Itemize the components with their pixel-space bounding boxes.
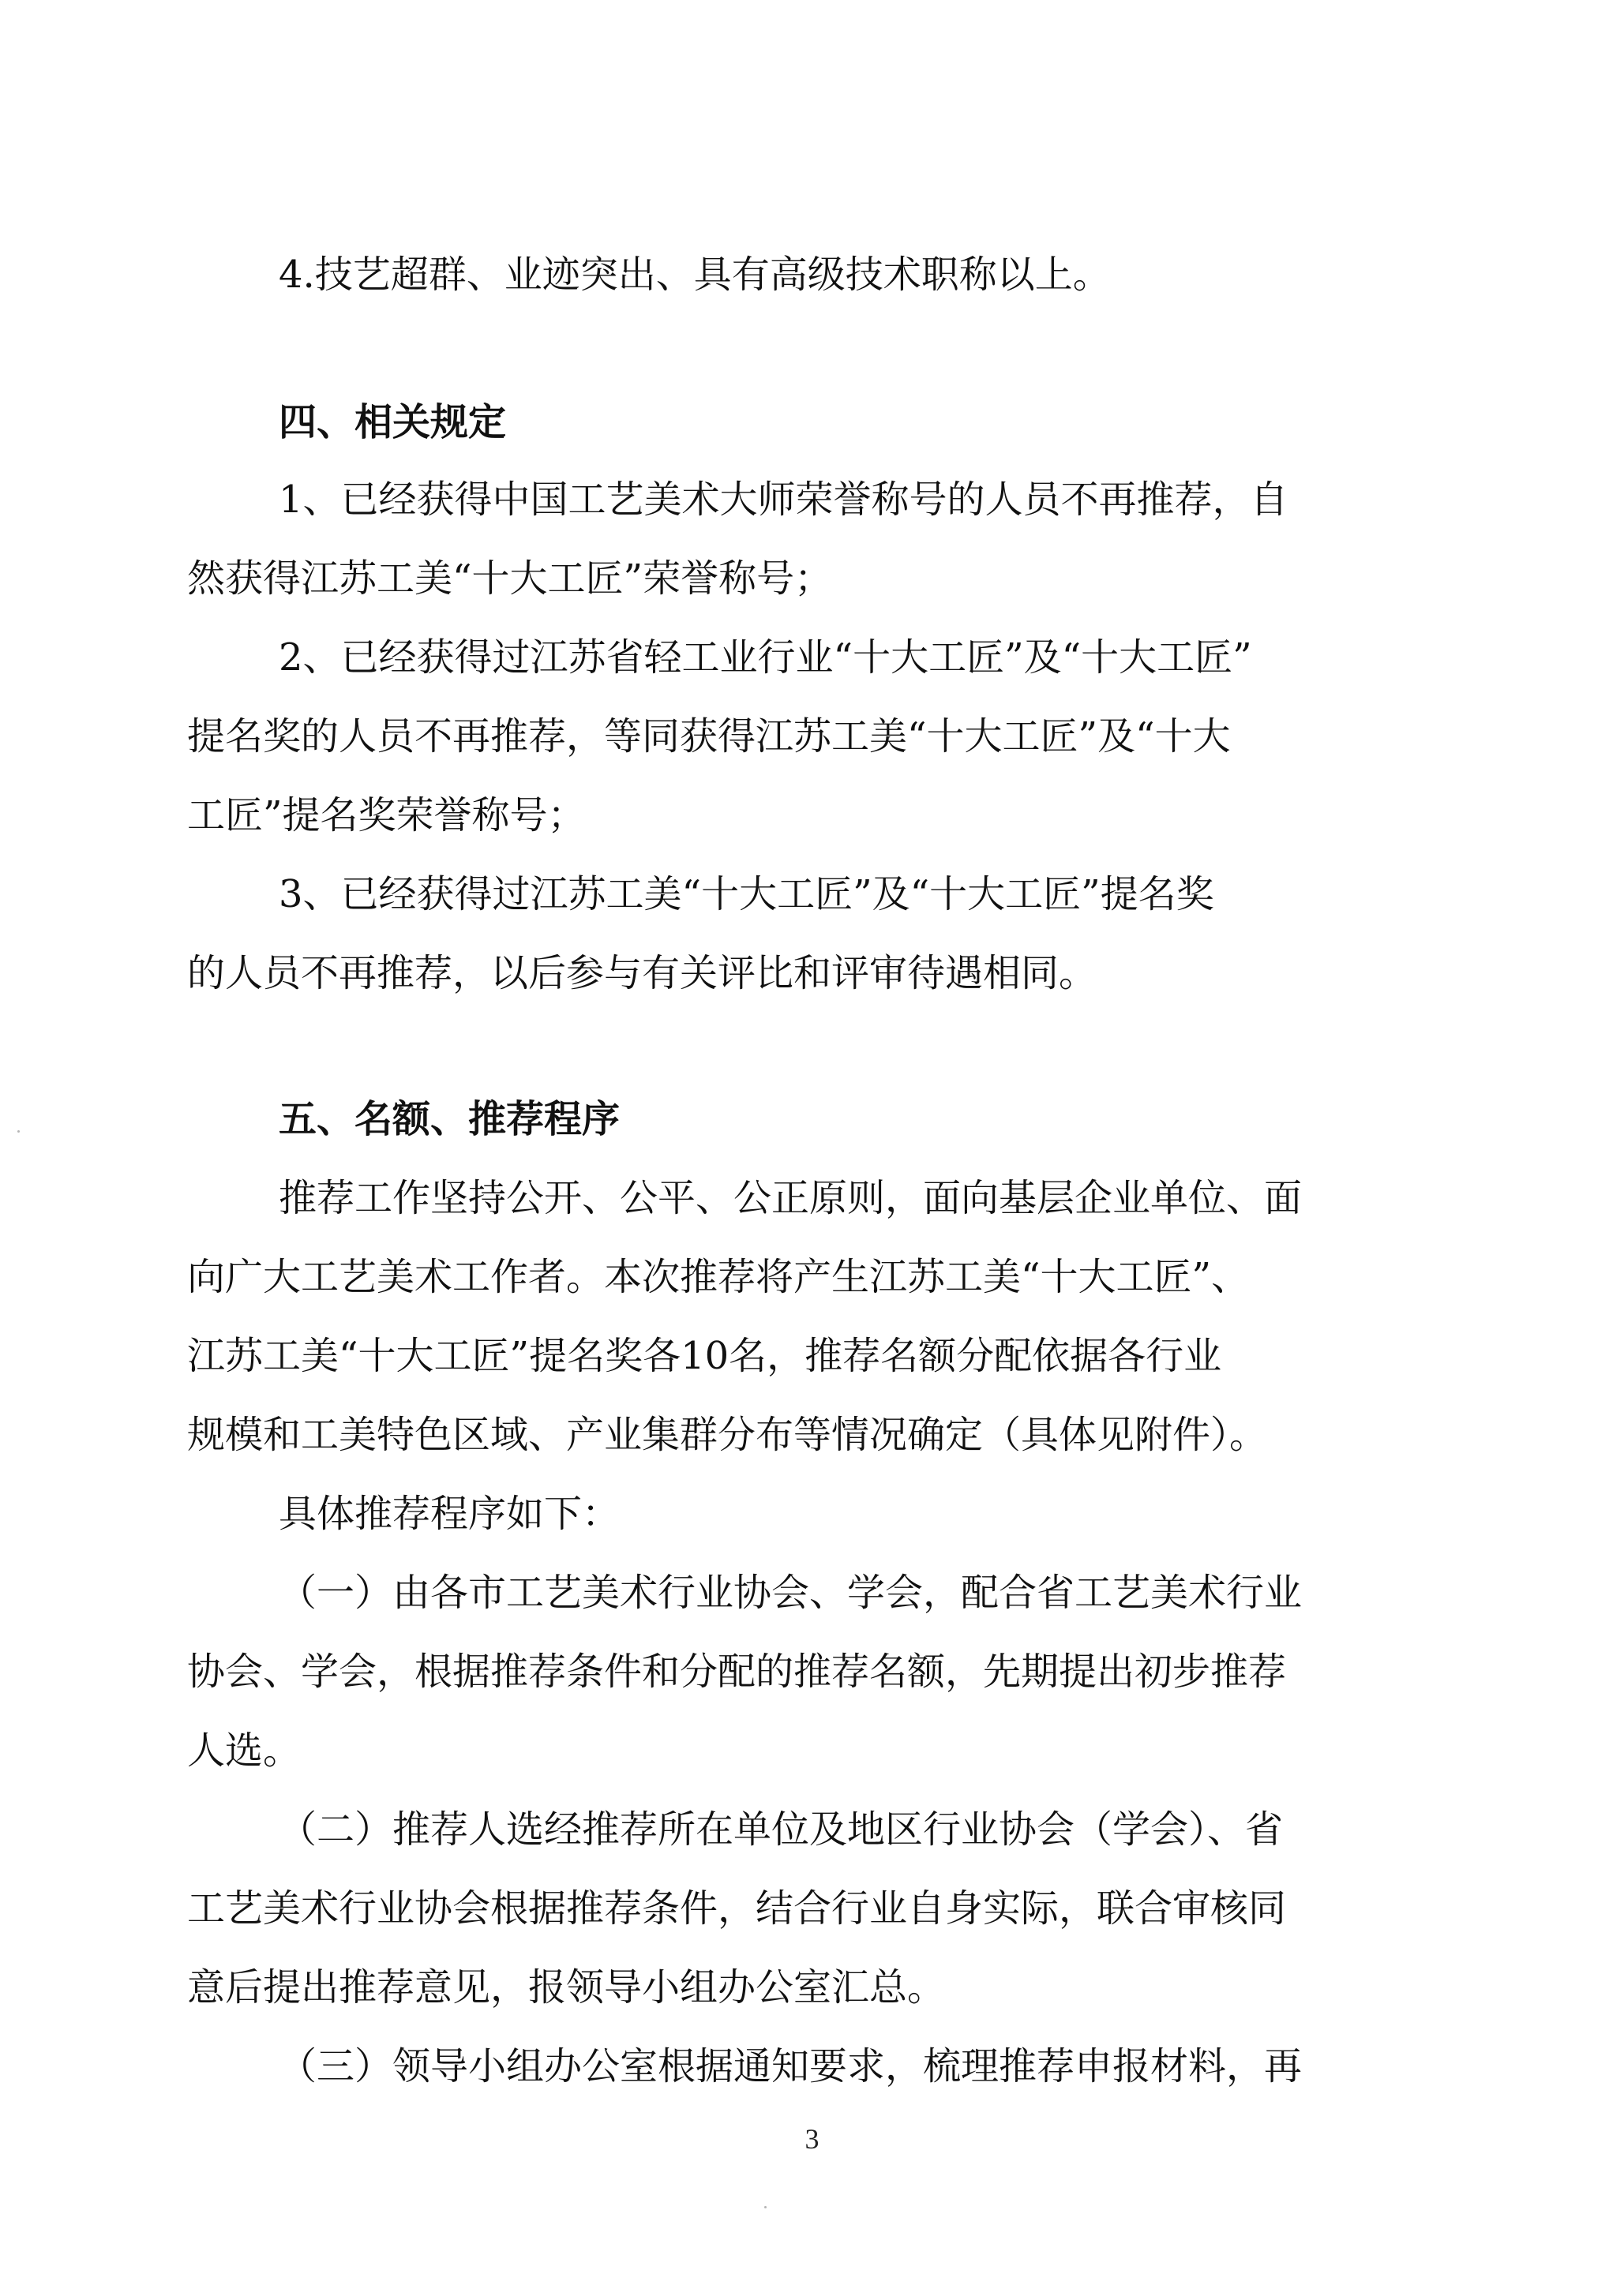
section-5-line: 工艺美术行业协会根据推荐条件，结合行业自身实际，联合审核同 — [187, 1886, 1287, 1931]
section-5-line: 规模和工美特色区域、产业集群分布等情况确定（具体见附件）。 — [187, 1413, 1268, 1457]
section-4-line: 然获得江苏工美“十大工匠”荣誉称号； — [187, 556, 833, 601]
section-4-line: 工匠”提名奖荣誉称号； — [187, 793, 586, 837]
section-5-line: 向广大工艺美术工作者。本次推荐将产生江苏工美“十大工匠”、 — [187, 1255, 1250, 1299]
criteria-item-4: 4.技艺超群、业迹突出、具有高级技术职称以上。 — [279, 253, 1111, 297]
section-5-heading: 五、名额、推荐程序 — [279, 1097, 621, 1141]
section-5-line: 协会、学会，根据推荐条件和分配的推荐名额，先期提出初步推荐 — [187, 1650, 1287, 1694]
section-5-line: 意后提出推荐意见，报领导小组办公室汇总。 — [187, 1965, 946, 2009]
section-5-line: 具体推荐程序如下： — [279, 1492, 621, 1536]
section-4-heading: 四、相关规定 — [279, 400, 507, 444]
scan-speck — [764, 2206, 767, 2208]
page-number: 3 — [804, 2123, 820, 2155]
section-4-line: 2、已经获得过江苏省轻工业行业“十大工匠”及“十大工匠” — [279, 635, 1252, 680]
section-5-line: 推荐工作坚持公开、公平、公正原则，面向基层企业单位、面 — [279, 1176, 1303, 1220]
section-4-line: 3、已经获得过江苏工美“十大工匠”及“十大工匠”提名奖 — [279, 872, 1214, 916]
section-5-line: （三）领导小组办公室根据通知要求，梳理推荐申报材料，再 — [279, 2044, 1303, 2088]
section-5-line: 人选。 — [187, 1729, 302, 1773]
section-5-line: （二）推荐人选经推荐所在单位及地区行业协会（学会）、省 — [279, 1807, 1284, 1852]
section-4-line: 1、已经获得中国工艺美术大师荣誉称号的人员不再推荐，自 — [279, 478, 1288, 522]
section-5-line: （一）由各市工艺美术行业协会、学会，配合省工艺美术行业 — [279, 1571, 1303, 1615]
section-5-line: 江苏工美“十大工匠”提名奖各10名，推荐名额分配依据各行业 — [187, 1334, 1222, 1378]
section-4-line: 提名奖的人员不再推荐，等同获得江苏工美“十大工匠”及“十大 — [187, 714, 1231, 758]
scan-speck — [17, 1130, 20, 1133]
section-4-line: 的人员不再推荐，以后参与有关评比和评审待遇相同。 — [187, 951, 1097, 995]
